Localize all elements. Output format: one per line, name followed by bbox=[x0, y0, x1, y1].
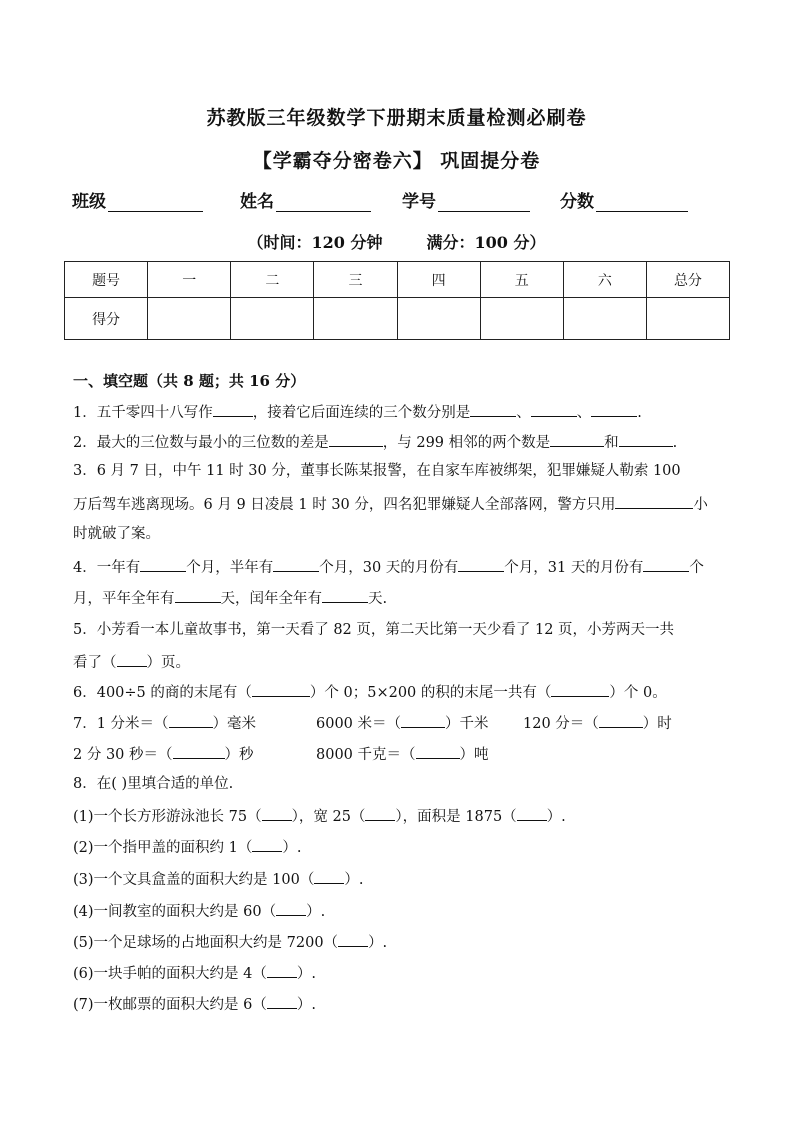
answer-blank[interactable] bbox=[517, 805, 547, 821]
student-id-label: 学号 bbox=[402, 192, 436, 212]
question-text: ，接着它后面连续的三个数分别是 bbox=[252, 405, 471, 421]
question-text: 6000 米＝（ bbox=[316, 716, 402, 732]
score-table bbox=[64, 261, 730, 340]
question-text: (5)一个足球场的占地面积大约是 7200（ bbox=[73, 935, 339, 951]
question-text: (7)一枚邮票的面积大约是 6（ bbox=[73, 997, 267, 1013]
question-3-line-1 bbox=[73, 461, 681, 481]
answer-blank[interactable] bbox=[531, 401, 577, 417]
question-text: ），面积是 1875（ bbox=[395, 809, 517, 825]
question-text: ）千米 bbox=[445, 716, 489, 732]
question-text: ）. bbox=[546, 809, 566, 825]
answer-blank[interactable] bbox=[615, 493, 693, 509]
question-text: 4．一年有 bbox=[73, 560, 141, 576]
score-cell[interactable] bbox=[148, 298, 231, 340]
question-7-line-1 bbox=[73, 712, 256, 734]
answer-blank[interactable] bbox=[619, 431, 673, 447]
answer-blank[interactable] bbox=[458, 556, 504, 572]
answer-blank[interactable] bbox=[173, 743, 225, 759]
answer-blank[interactable] bbox=[117, 651, 147, 667]
score-label: 分数 bbox=[560, 192, 594, 212]
score-cell[interactable] bbox=[646, 298, 729, 340]
student-id-blank[interactable] bbox=[438, 193, 530, 212]
answer-blank[interactable] bbox=[213, 401, 253, 417]
score-cell[interactable] bbox=[563, 298, 646, 340]
question-text: 天. bbox=[368, 591, 388, 607]
score-cell[interactable] bbox=[314, 298, 397, 340]
answer-blank[interactable] bbox=[267, 962, 297, 978]
question-8-6 bbox=[73, 962, 316, 984]
header-cell: 六 bbox=[563, 262, 646, 298]
question-7-part-b bbox=[316, 712, 489, 734]
question-text: (2)一个指甲盖的面积约 1（ bbox=[73, 840, 253, 856]
question-text: 个月，30 天的月份有 bbox=[319, 560, 459, 576]
answer-blank[interactable] bbox=[643, 556, 689, 572]
answer-blank[interactable] bbox=[550, 431, 604, 447]
answer-blank[interactable] bbox=[276, 900, 306, 916]
question-text: 8000 千克＝（ bbox=[316, 747, 416, 763]
score-blank[interactable] bbox=[596, 193, 688, 212]
question-8-7 bbox=[73, 993, 316, 1015]
question-text: ）个 0。 bbox=[609, 685, 667, 701]
question-text: ）个 0；5×200 的积的末尾一共有（ bbox=[309, 685, 552, 701]
header-cell: 总分 bbox=[646, 262, 729, 298]
question-5-line-2 bbox=[73, 651, 190, 673]
question-text: 7．1 分米＝（ bbox=[73, 716, 169, 732]
question-text: . bbox=[637, 405, 642, 421]
answer-blank[interactable] bbox=[416, 743, 460, 759]
question-text: 天，闰年全年有 bbox=[220, 591, 322, 607]
answer-blank[interactable] bbox=[252, 836, 282, 852]
answer-blank[interactable] bbox=[252, 681, 310, 697]
answer-blank[interactable] bbox=[169, 712, 213, 728]
question-text: 和 bbox=[604, 435, 619, 451]
answer-blank[interactable] bbox=[338, 931, 368, 947]
question-text: ）. bbox=[306, 904, 326, 920]
answer-blank[interactable] bbox=[314, 868, 344, 884]
question-text: . bbox=[672, 435, 678, 451]
answer-blank[interactable] bbox=[273, 556, 319, 572]
question-7-part-c bbox=[523, 712, 672, 734]
question-text: (1)一个长方形游泳池长 75（ bbox=[73, 809, 262, 825]
row-label-cell: 得分 bbox=[65, 298, 148, 340]
header-cell: 三 bbox=[314, 262, 397, 298]
score-cell[interactable] bbox=[397, 298, 480, 340]
question-text: 个月，31 天的月份有 bbox=[504, 560, 644, 576]
header-cell: 二 bbox=[231, 262, 314, 298]
score-field[interactable] bbox=[560, 187, 688, 212]
name-label: 姓名 bbox=[240, 192, 274, 212]
question-text: 个月，半年有 bbox=[186, 560, 274, 576]
question-4-line-1 bbox=[73, 556, 704, 578]
question-text: 1．五千零四十八写作 bbox=[73, 405, 213, 421]
time-limit: （时间：120 分钟 bbox=[247, 233, 383, 252]
answer-blank[interactable] bbox=[322, 587, 368, 603]
name-blank[interactable] bbox=[276, 193, 371, 212]
section-heading: 一、填空题（共 8 题；共 16 分） bbox=[73, 372, 306, 390]
question-7-line-2 bbox=[73, 743, 254, 765]
class-blank[interactable] bbox=[108, 193, 203, 212]
question-text: ）. bbox=[368, 935, 388, 951]
page-subtitle: 【学霸夺分密卷六】 巩固提分卷 bbox=[252, 150, 541, 172]
answer-blank[interactable] bbox=[551, 681, 609, 697]
answer-blank[interactable] bbox=[365, 805, 395, 821]
question-text: 万后驾车逃离现场。6 月 9 日凌晨 1 时 30 分，四名犯罪嫌疑人全部落网，警方只用 bbox=[73, 497, 616, 513]
question-text: 、 bbox=[516, 405, 531, 421]
question-text: ）. bbox=[344, 872, 364, 888]
question-1 bbox=[73, 401, 642, 423]
question-text: 时就破了案。 bbox=[73, 526, 160, 542]
time-limit-line bbox=[0, 230, 793, 253]
question-3-line-3 bbox=[73, 524, 160, 544]
question-3-line-2 bbox=[73, 493, 708, 515]
answer-blank[interactable] bbox=[175, 587, 221, 603]
page-title: 苏教版三年级数学下册期末质量检测必刷卷 bbox=[206, 107, 587, 129]
question-7-part-e bbox=[316, 743, 489, 765]
question-text: (4)一间教室的面积大约是 60（ bbox=[73, 904, 277, 920]
question-4-line-2 bbox=[73, 587, 387, 609]
question-text: 2 分 30 秒＝（ bbox=[73, 747, 173, 763]
question-text: 120 分＝（ bbox=[523, 716, 599, 732]
question-8-2 bbox=[73, 836, 301, 858]
student-id-field[interactable] bbox=[402, 187, 530, 212]
class-field[interactable] bbox=[72, 187, 203, 212]
question-text: ），宽 25（ bbox=[291, 809, 366, 825]
question-text: ）秒 bbox=[224, 747, 254, 763]
question-text: (3)一个文具盒盖的面积大约是 100（ bbox=[73, 872, 315, 888]
score-table-header-row bbox=[65, 262, 730, 298]
question-text: ，与 299 相邻的两个数是 bbox=[382, 435, 551, 451]
answer-blank[interactable] bbox=[591, 401, 637, 417]
question-8-5 bbox=[73, 931, 387, 953]
question-text: 个 bbox=[689, 560, 704, 576]
answer-blank[interactable] bbox=[140, 556, 186, 572]
answer-blank[interactable] bbox=[470, 401, 516, 417]
score-cell[interactable] bbox=[231, 298, 314, 340]
question-text: (6)一块手帕的面积大约是 4（ bbox=[73, 966, 267, 982]
question-8-heading bbox=[73, 774, 233, 794]
question-text: ）毫米 bbox=[212, 716, 257, 732]
question-text: 看了（ bbox=[73, 655, 117, 671]
question-8-3 bbox=[73, 868, 363, 890]
question-text: 6．400÷5 的商的末尾有（ bbox=[73, 685, 252, 701]
score-cell[interactable] bbox=[480, 298, 563, 340]
answer-blank[interactable] bbox=[329, 431, 383, 447]
answer-blank[interactable] bbox=[262, 805, 292, 821]
answer-blank[interactable] bbox=[599, 712, 643, 728]
question-6 bbox=[73, 681, 667, 703]
answer-blank[interactable] bbox=[267, 993, 297, 1009]
question-text: ）. bbox=[296, 966, 316, 982]
question-text: ）. bbox=[296, 997, 316, 1013]
question-text: 月，平年全年有 bbox=[73, 591, 175, 607]
question-8-1 bbox=[73, 805, 566, 827]
question-5-line-1 bbox=[73, 620, 674, 640]
full-score: 满分：100 分） bbox=[426, 233, 546, 252]
question-text: ）时 bbox=[642, 716, 672, 732]
question-text: ）. bbox=[282, 840, 302, 856]
question-text: 3．6 月 7 日，中午 11 时 30 分，董事长陈某报警，在自家车库被绑架，犯罪嫌疑人勒索 100 bbox=[73, 463, 681, 479]
header-cell: 一 bbox=[148, 262, 231, 298]
header-cell: 五 bbox=[480, 262, 563, 298]
question-text: ）页。 bbox=[146, 655, 190, 671]
question-text: ）吨 bbox=[459, 747, 489, 763]
question-2 bbox=[73, 431, 677, 453]
question-text: 、 bbox=[576, 405, 592, 421]
name-field[interactable] bbox=[240, 187, 371, 212]
answer-blank[interactable] bbox=[401, 712, 445, 728]
header-cell: 四 bbox=[397, 262, 480, 298]
question-text: 8．在( )里填合适的单位. bbox=[73, 776, 234, 792]
question-text: 2．最大的三位数与最小的三位数的差是 bbox=[73, 435, 329, 451]
question-text: 小 bbox=[693, 497, 708, 513]
question-8-4 bbox=[73, 900, 325, 922]
score-table-score-row bbox=[65, 298, 730, 340]
question-text: 5．小芳看一本儿童故事书，第一天看了 82 页，第二天比第一天少看了 12 页，小芳两天一共 bbox=[73, 622, 675, 638]
header-cell: 题号 bbox=[65, 262, 148, 298]
class-label: 班级 bbox=[72, 192, 106, 212]
